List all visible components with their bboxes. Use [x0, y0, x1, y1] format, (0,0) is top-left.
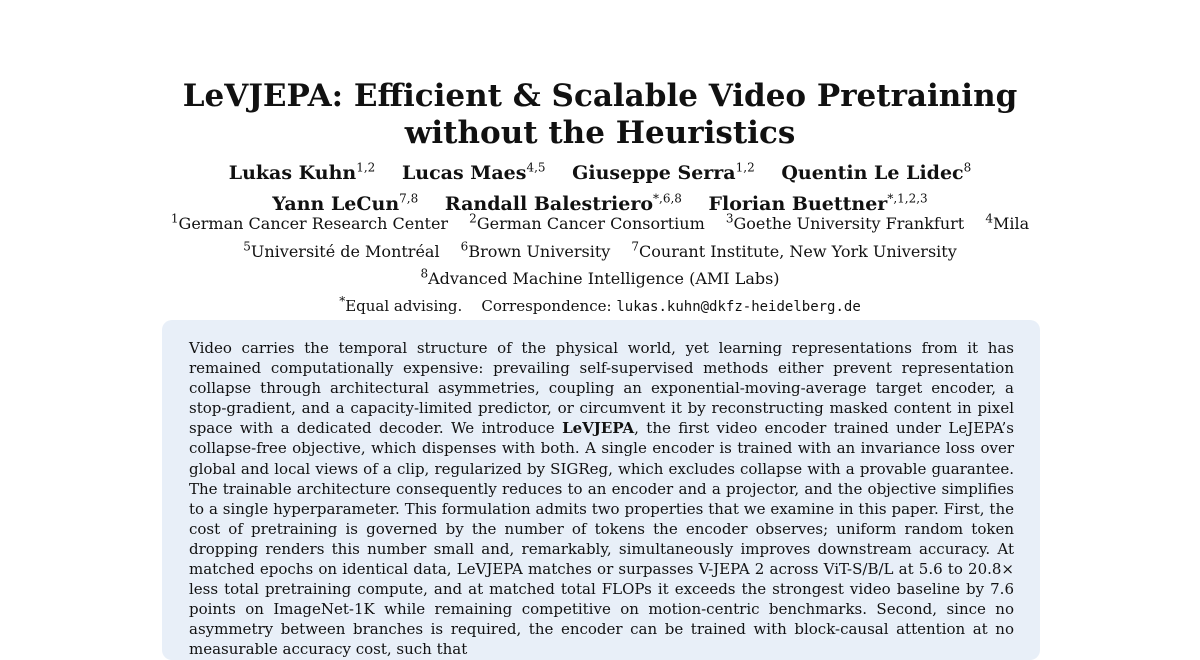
author: Randall Balestriero$^{*,6,8}$ — [444, 191, 682, 215]
affiliation: $^7$Courant Institute, New York University — [631, 239, 957, 261]
affiliation-row-3 — [0, 263, 1200, 290]
correspondence-email[interactable]: lukas.kuhn@dkfz-heidelberg.de — [616, 298, 861, 315]
affiliations — [0, 208, 1200, 319]
author: Giuseppe Serra$^{1,2}$ — [572, 161, 755, 185]
author: Yann LeCun$^{7,8}$ — [272, 191, 419, 215]
affiliation: $^6$Brown University — [460, 239, 611, 261]
correspondence-line — [0, 290, 1200, 319]
correspondence-label: Correspondence: — [481, 296, 612, 315]
affiliation-row-2 — [0, 235, 1200, 262]
author-row-1 — [0, 156, 1200, 186]
affiliation: $^3$Goethe University Frankfurt — [725, 212, 965, 234]
affiliation-row-1 — [0, 208, 1200, 235]
title-line-1: LeVJEPA: Efficient & Scalable Video Pretraining — [182, 78, 1018, 114]
author: Florian Buettner$^{*,1,2,3}$ — [708, 191, 928, 215]
author: Quentin Le Lidec$^8$ — [781, 161, 972, 185]
author: Lukas Kuhn$^{1,2}$ — [228, 161, 376, 185]
affiliation: $^5$Université de Montréal — [243, 239, 440, 261]
equal-advising-mark: * — [339, 293, 346, 308]
paper-title — [0, 78, 1200, 152]
author: Lucas Maes$^{4,5}$ — [401, 161, 546, 185]
abstract-text: Video carries the temporal structure of the physical world, yet learning representations from it has remained computationally expensive: prevailing self-supervised methods either prevent representation collapse through architectural asymmetries, coupling an exponential-moving-average target encoder, a stop-gradient, and a capacity-limited predictor, or circumvent it by reconstructing masked content in pixel space with a dedicated decoder. We introduce LeVJEPA, the first video encoder trained under LeJEPA’s collapse-free objective, which dispenses with both. A single encoder is trained with an invariance loss over global and local views of a clip, regularized by SIGReg, which excludes collapse with a provable guarantee. The trainable architecture consequently reduces to an encoder and a projector, and the objective simplifies to a single hyperparameter. This formulation admits two properties that we examine in this paper. First, the cost of pretraining is governed by the number of tokens the encoder observes; uniform random token dropping renders this number small and, remarkably, simultaneously improves downstream accuracy. At matched epochs on identical data, LeVJEPA matches or surpasses V-JEPA 2 across ViT-S/B/L at 5.6 to 20.8× less total pretraining compute, and at matched total FLOPs it exceeds the strongest video baseline by 7.6 points on ImageNet-1K while remaining competitive on motion-centric benchmarks. Second, since no asymmetry between branches is required, the encoder can be trained with block-causal attention at no measurable accuracy cost, such that — [189, 339, 1015, 659]
title-line-2: without the Heuristics — [404, 115, 796, 151]
abstract-box — [162, 320, 1040, 660]
equal-advising-note: Equal advising. — [345, 296, 463, 315]
affiliation: $^1$German Cancer Research Center — [170, 212, 449, 234]
affiliation: $^2$German Cancer Consortium — [469, 212, 705, 234]
method-name: LeVJEPA — [562, 419, 635, 438]
affiliation: $^8$Advanced Machine Intelligence (AMI Labs) — [420, 266, 780, 288]
affiliation: $^4$Mila — [985, 212, 1030, 234]
